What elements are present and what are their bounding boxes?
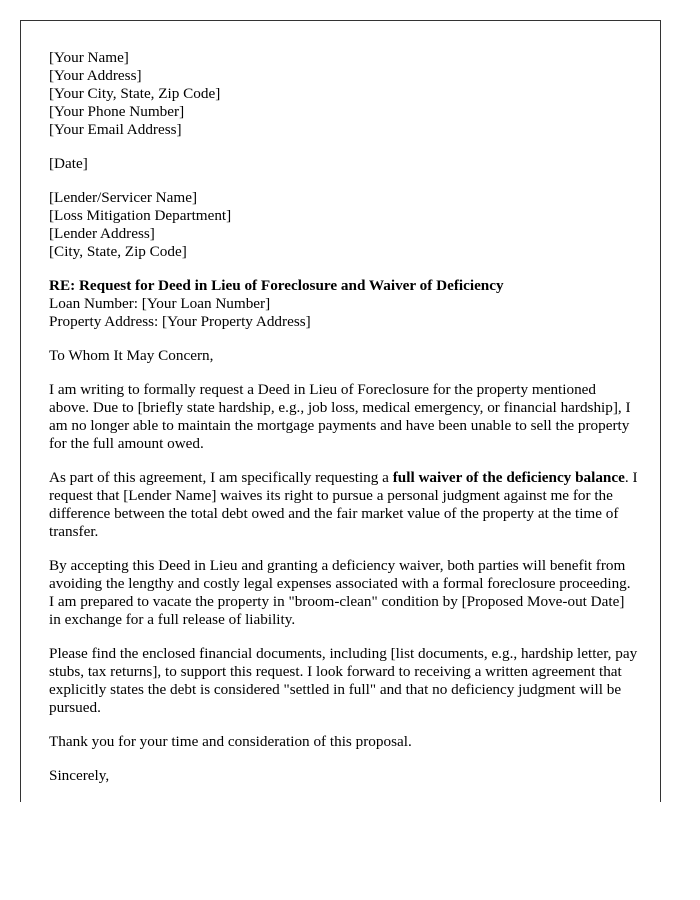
recipient-department: [Loss Mitigation Department]: [49, 207, 232, 224]
sender-email: [Your Email Address]: [49, 121, 182, 138]
recipient-name: [Lender/Servicer Name]: [49, 189, 197, 206]
recipient-city-state-zip: [City, State, Zip Code]: [49, 243, 187, 260]
sender-city-state-zip: [Your City, State, Zip Code]: [49, 85, 221, 102]
subject-block: [49, 277, 639, 331]
paragraph-deficiency-waiver: [49, 469, 639, 541]
letter-body: [49, 49, 639, 801]
paragraph-deficiency-waiver-intro: As part of this agreement, I am specifically requesting a: [49, 469, 393, 486]
property-address-line: Property Address: [Your Property Address]: [49, 313, 311, 330]
letter-date: [Date]: [49, 155, 88, 172]
sender-block: [49, 49, 639, 139]
deficiency-waiver-emphasis: full waiver of the deficiency balance: [392, 469, 625, 486]
paragraph-benefits: By accepting this Deed in Lieu and granting a deficiency waiver, both parties will benefit from avoiding the lengthy and costly legal expenses associated with a formal foreclosure proceeding. I am prepared to vacate the property in "broom-clean" condition by [Proposed Move-out Date] in exchange for a full release of liability.: [49, 557, 631, 628]
closing: Sincerely,: [49, 767, 110, 784]
date-block: [49, 155, 639, 173]
paragraph-hardship: I am writing to formally request a Deed in Lieu of Foreclosure for the property mentioned above. Due to [briefly state hardship, e.g., job loss, medical emergency, or financial hardship], I am no longer able to maintain the mortgage payments and have been unable to sell the property for the full amount owed.: [49, 381, 631, 452]
recipient-block: [49, 189, 639, 261]
paragraph-enclosures: Please find the enclosed financial documents, including [list documents, e.g., hardship letter, pay stubs, tax returns], to support this request. I look forward to receiving a written agreement that explicitly states the debt is considered "settled in full" and that no deficiency judgment will be pursued.: [49, 645, 638, 716]
sender-address: [Your Address]: [49, 67, 142, 84]
letter-page: [20, 20, 661, 802]
subject-re-line: RE: Request for Deed in Lieu of Foreclosure and Waiver of Deficiency: [49, 277, 504, 294]
sender-name: [Your Name]: [49, 49, 129, 66]
paragraph-thanks: Thank you for your time and consideration of this proposal.: [49, 733, 412, 750]
loan-number-line: Loan Number: [Your Loan Number]: [49, 295, 271, 312]
recipient-address: [Lender Address]: [49, 225, 155, 242]
salutation: To Whom It May Concern,: [49, 347, 214, 364]
sender-phone: [Your Phone Number]: [49, 103, 185, 120]
paragraph-deficiency-waiver-rest: . I request that [Lender Name] waives its right to pursue a personal judgment against me for the difference between the total debt owed and the fair market value of the property at the time of transfer.: [49, 469, 638, 540]
